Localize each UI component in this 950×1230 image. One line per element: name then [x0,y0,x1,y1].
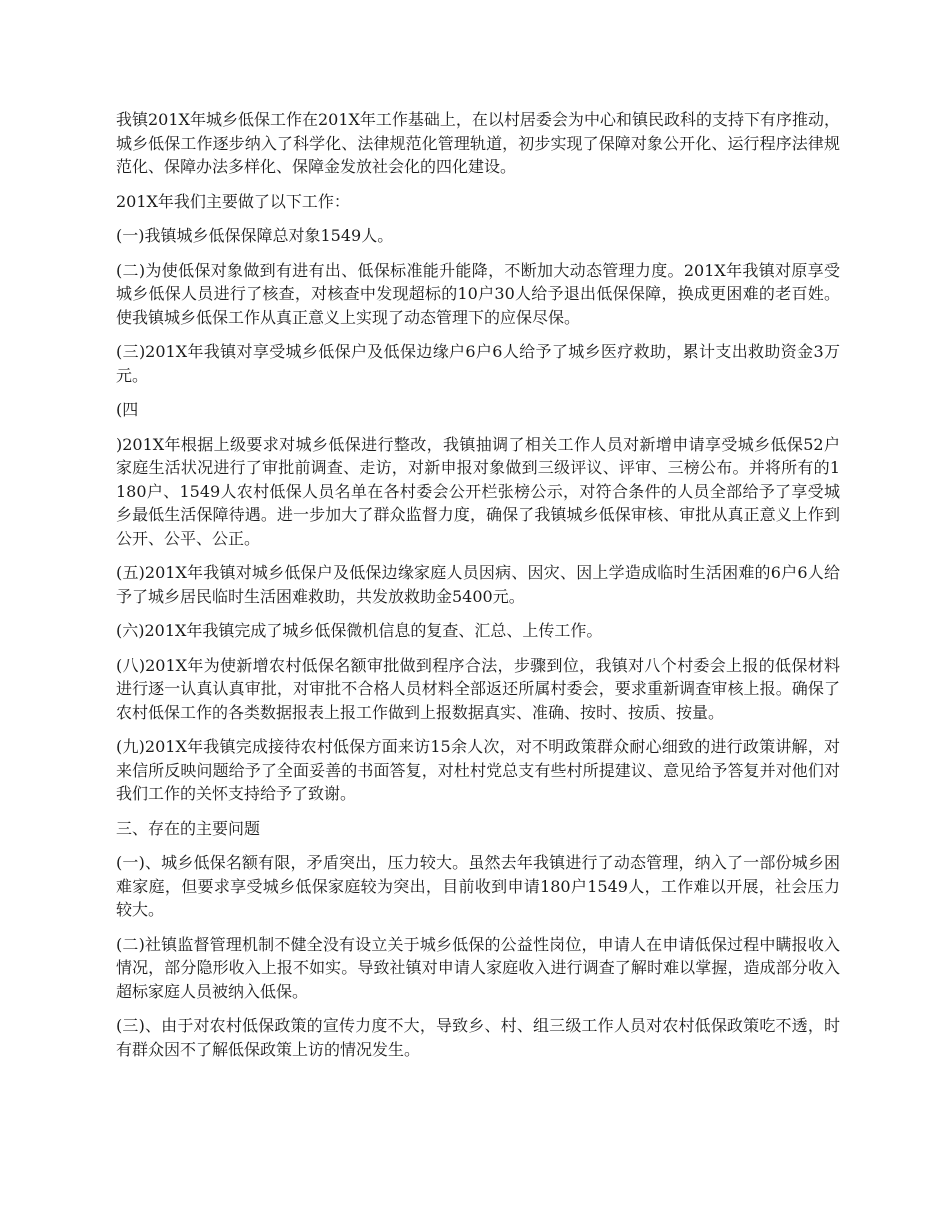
paragraph-item-2: (二)为使低保对象做到有进有出、低保标准能升能降，不断加大动态管理力度。201X年我镇对原享受城乡低保人员进行了核查，对核查中发现超标的10户30人给予退出低保保障，换成更困难的老百姓。使我镇城乡低保工作从真正意义上实现了动态管理下的应保尽保。 [116,260,840,327]
paragraph-item-4: )201X年根据上级要求对城乡低保进行整改，我镇抽调了相关工作人员对新增申请享受城乡低保52户家庭生活状况进行了审批前调查、走访，对新申报对象做到三级评议、评审、三榜公布。并将所有的1180户、1549人农村低保人员名单在各村委会公开栏张榜公示，对符合条件的人员全部给予了享受城乡最低生活保障待遇。进一步加大了群众监督力度，确保了我镇城乡低保审核、审批从真正意义上作到公开、公平、公正。 [116,434,840,548]
paragraph-problem-1: (一)、城乡低保名额有限，矛盾突出，压力较大。虽然去年我镇进行了动态管理，纳入了一部份城乡困难家庭，但要求享受城乡低保家庭较为突出，目前收到申请180户1549人，工作难以开展，社会压力较大。 [116,853,840,919]
paragraph-item-4-fragment: (四 [116,400,139,419]
paragraph-item-5: (五)201X年我镇对城乡低保户及低保边缘家庭人员因病、因灾、因上学造成临时生活困难的6户6人给予了城乡居民临时生活困难救助，共发放救助金5400元。 [116,563,840,606]
paragraph-intro: 我镇201X年城乡低保工作在201X年工作基础上，在以村居委会为中心和镇民政科的支持下有序推动，城乡低保工作逐步纳入了科学化、法律规范化管理轨道，初步实现了保障对象公开化、运行程序法律规范化、保障办法多样化、保障金发放社会化的四化建设。 [116,110,840,176]
paragraph-item-1: (一)我镇城乡低保保障总对象1549人。 [116,226,394,245]
document-body [116,108,840,1072]
paragraph-item-6: (六)201X年我镇完成了城乡低保微机信息的复查、汇总、上传工作。 [116,621,603,640]
paragraph-item-9: (九)201X年我镇完成接待农村低保方面来访15余人次，对不明政策群众耐心细致的进行政策讲解，对来信所反映问题给予了全面妥善的书面答复，对杜村党总支有些村所提建议、意见给予答复并对他们对我们工作的关怀支持给予了致谢。 [116,737,840,803]
paragraph-problem-3: (三)、由于对农村低保政策的宣传力度不大，导致乡、村、组三级工作人员对农村低保政策吃不透，时有群众因不了解低保政策上访的情况发生。 [116,1016,840,1059]
paragraph-problem-2: (二)社镇监督管理机制不健全没有设立关于城乡低保的公益性岗位，申请人在申请低保过程中瞒报收入情况，部分隐形收入上报不如实。导致社镇对申请人家庭收入进行调查了解时难以掌握，造成部分收入超标家庭人员被纳入低保。 [116,934,840,1001]
paragraph-item-3: (三)201X年我镇对享受城乡低保户及低保边缘户6户6人给予了城乡医疗救助，累计支出救助资金3万元。 [116,342,840,385]
paragraph-work-summary-heading: 201X年我们主要做了以下工作： [116,191,350,211]
section-heading-problems: 三、存在的主要问题 [116,818,261,838]
paragraph-item-8: (八)201X年为使新增农村低保名额审批做到程序合法，步骤到位，我镇对八个村委会上报的低保材料进行逐一认真认真审批，对审批不合格人员材料全部返还所属村委会，要求重新调查审核上报。确保了农村低保工作的各类数据报表上报工作做到上报数据真实、准确、按时、按质、按量。 [116,655,840,722]
